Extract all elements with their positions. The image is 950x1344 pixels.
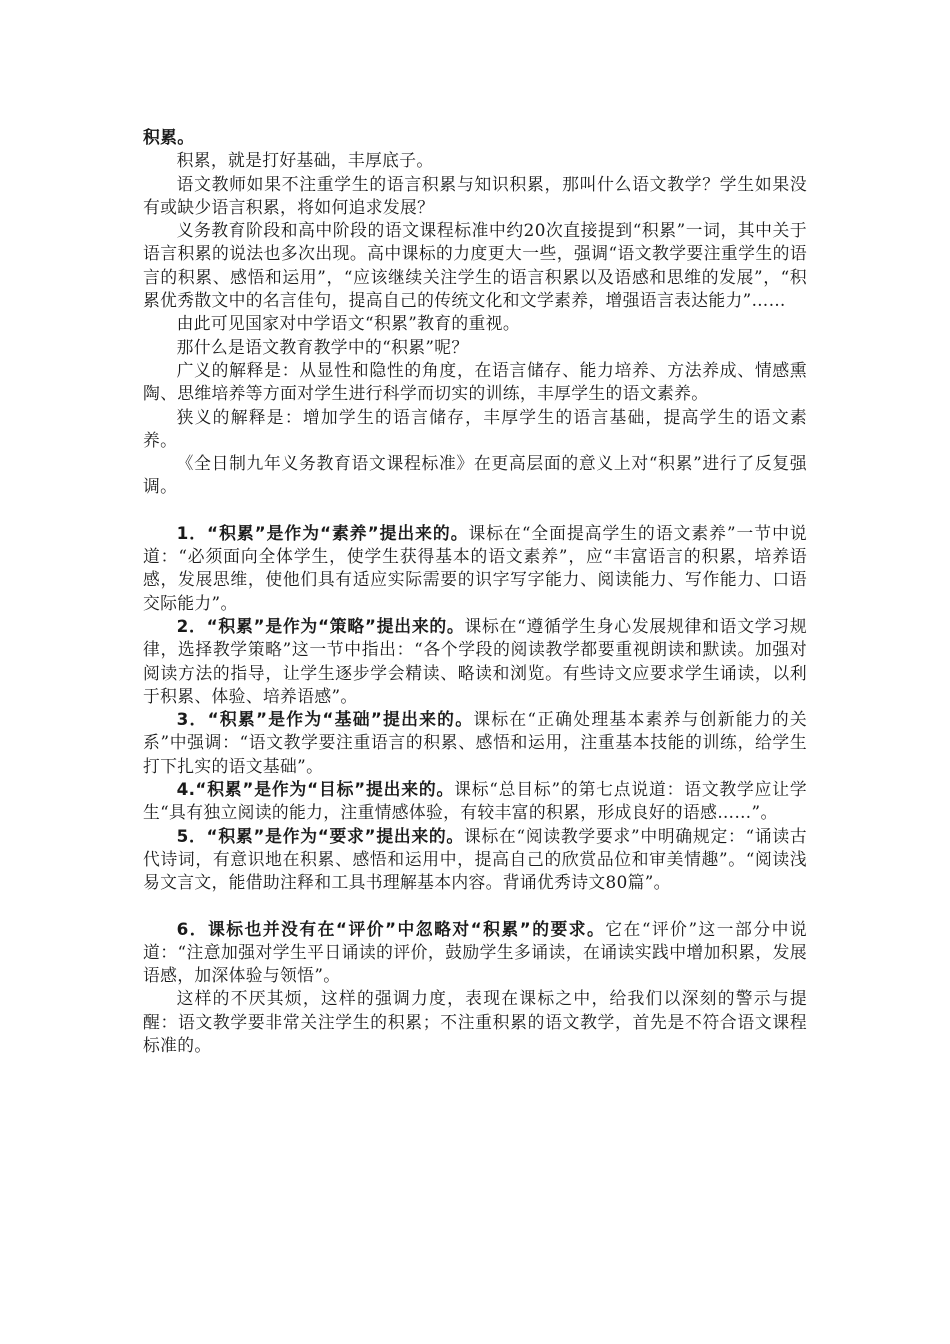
paragraph-5: 那什么是语文教育教学中的“积累”呢？ [176,336,469,357]
list-item-lead: 5．“积累”是作为“要求”提出来的。 [176,825,464,846]
spacer [143,895,807,918]
list-item-lead: 1．“积累”是作为“素养”提出来的。 [176,522,469,543]
list-item-body: 课标“总目标”的第七点说道：语文教学应让学生“具有独立阅读的能力，注重情感体验，有较丰富的积累，形成良好的语感……”。 [143,779,808,823]
document-page [143,126,807,1057]
list-item-body: 课标在“阅读教学要求”中明确规定：“诵读古代诗词，有意识地在积累、感悟和运用中，提高自己的欣赏品位和审美情趣”。“阅读浅易文言文，能借助注释和工具书理解基本内容。背诵优秀诗文80篇”。 [143,825,807,893]
list-item-body: 课标在“遵循学生身心发展规律和语文学习规律，选择教学策略”这一节中指出：“各个学段的阅读教学都要重视朗读和默读。加强对阅读方法的指导，让学生逐步学会精读、略读和浏览。有些诗文应要求学生诵读，以利于积累、体验、培养语感”。 [143,615,807,706]
list-item [143,708,807,778]
opening-heading: 积累。 [143,127,195,147]
list-item [143,778,807,825]
paragraph-4: 由此可见国家对中学语文“积累”教育的重视。 [176,313,520,334]
list-item [143,825,807,895]
list-item-body: 课标在“正确处理基本素养与创新能力的关系”中强调：“语文教学要注重语言的积累、感悟和运用，注重基本技能的训练，给学生打下扎实的语文基础”。 [143,709,808,776]
list-item-lead: 4.“积累”是作为“目标”提出来的。 [176,779,455,800]
list-item-lead: 6．课标也并没有在“评价”中忽略对“积累”的要求。 [176,918,606,939]
list-item-lead: 2．“积累”是作为“策略”提出来的。 [176,615,465,636]
closing-paragraph: 这样的不厌其烦，这样的强调力度，表现在课标之中，给我们以深刻的警示与提醒：语文教学要非常关注学生的积累；不注重积累的语文教学，首先是不符合语文课程标准的。 [143,988,807,1055]
paragraph-2: 语文教师如果不注重学生的语言积累与知识积累，那叫什么语文教学？学生如果没有或缺少语言积累，将如何追求发展？ [143,173,807,217]
list-item-body: 它在“评价”这一部分中说道：“注意加强对学生平日诵读的评价，鼓励学生多诵读，在诵读实践中增加积累，发展语感，加深体验与领悟”。 [143,918,807,986]
list-item [143,615,807,708]
paragraph-1: 积累，就是打好基础，丰厚底子。 [176,150,434,171]
list-item [143,522,807,615]
list-item [143,918,807,988]
spacer [143,499,807,522]
paragraph-3: 义务教育阶段和高中阶段的语文课程标准中约20次直接提到“积累”一词，其中关于语言积累的说法也多次出现。高中课标的力度更大一些，强调“语文教学要注重学生的语言的积累、感悟和运用”，“应该继续关注学生的语言积累以及语感和思维的发展”，“积累优秀散文中的名言佳句，提高自己的传统文化和文学素养，增强语言表达能力”…… [143,220,807,311]
list-item-body: 课标在“全面提高学生的语文素养”一节中说道：“必须面向全体学生，使学生获得基本的语文素养”，应“丰富语言的积累，培养语感，发展思维，使他们具有适应实际需要的识字写字能力、阅读能力、写作能力、口语交际能力”。 [143,522,807,613]
paragraph-6: 广义的解释是：从显性和隐性的角度，在语言储存、能力培养、方法养成、情感熏陶、思维培养等方面对学生进行科学而切实的训练，丰厚学生的语文素养。 [143,359,807,404]
paragraph-7: 狭义的解释是：增加学生的语言储存，丰厚学生的语言基础，提高学生的语文素养。 [143,406,807,450]
paragraph-8: 《全日制九年义务教育语文课程标准》在更高层面的意义上对“积累”进行了反复强调。 [143,453,807,497]
list-item-lead: 3．“积累”是作为“基础”提出来的。 [176,709,474,730]
